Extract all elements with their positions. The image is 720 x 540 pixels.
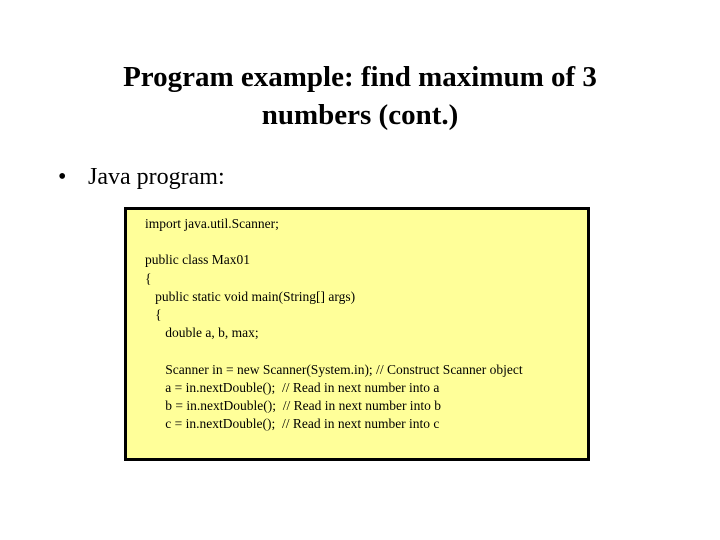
code-line	[145, 342, 523, 360]
code-line: b = in.nextDouble(); // Read in next number into b	[145, 397, 441, 413]
code-line: import java.util.Scanner;	[145, 216, 279, 231]
code-listing	[145, 215, 523, 433]
slide-title-line-1: Program example: find maximum of 3	[123, 61, 597, 93]
code-box	[124, 207, 590, 461]
code-line: Scanner in = new Scanner(System.in); // Construct Scanner object	[145, 361, 523, 377]
bullet-dot-icon: •	[58, 164, 67, 190]
code-line: a = in.nextDouble(); // Read in next number into a	[145, 379, 440, 395]
slide-title-line-2: numbers (cont.)	[261, 99, 459, 131]
code-line: {	[145, 306, 162, 322]
code-line: public class Max01	[145, 252, 250, 268]
code-line	[145, 233, 523, 251]
code-line: double a, b, max;	[145, 325, 259, 341]
bullet-text: Java program:	[88, 164, 225, 190]
code-line: {	[145, 270, 152, 286]
slide-title	[60, 58, 660, 134]
code-line: public static void main(String[] args)	[145, 288, 356, 304]
code-line: c = in.nextDouble(); // Read in next number into c	[145, 416, 440, 432]
bullet-item	[58, 162, 225, 192]
